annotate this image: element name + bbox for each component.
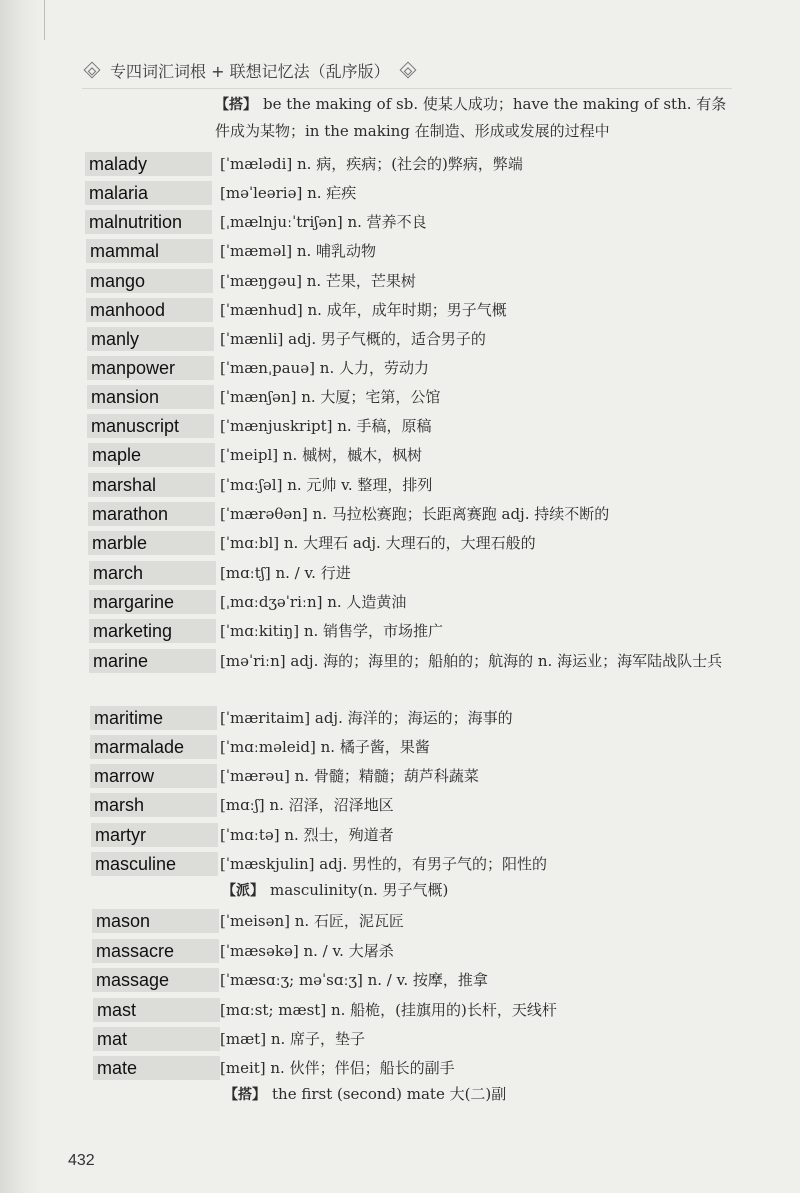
definition: [ˈmæskjulin] adj. 男性的，有男子气的；阳性的 [220,855,548,873]
headword: marsh [90,793,217,817]
diamond-ornament-icon [84,62,101,79]
headword: manuscript [87,414,214,438]
headword: margarine [89,590,216,614]
headword: marshal [88,473,215,497]
entry-manpower [0,354,800,382]
definition: [ˈmɑːbl] n. 大理石 adj. 大理石的，大理石般的 [220,534,536,552]
headword: marble [88,531,215,555]
headword: maritime [90,706,217,730]
headword: massacre [92,939,219,963]
entry-manhood [0,296,800,324]
definition: [ˈmæsəkə] n. / v. 大屠杀 [220,942,394,960]
definition: [ˈmærəθən] n. 马拉松赛跑；长距离赛跑 adj. 持续不断的 [220,505,610,523]
entry-mat [0,1025,800,1053]
entry-mate [0,1054,800,1082]
headword: mat [93,1027,220,1051]
definition: [ˈmælədi] n. 病，疾病；(社会的)弊病，弊端 [220,155,523,173]
headword: mammal [86,239,213,263]
entry-mason [0,907,800,935]
entry-masculine [0,850,800,878]
definition: [ˈmæritaim] adj. 海洋的；海运的；海事的 [220,709,513,727]
definition: [mæt] n. 席子，垫子 [220,1030,366,1048]
headword: mate [93,1056,220,1080]
running-header [82,56,418,84]
entry-marble [0,529,800,557]
definition: [ˈmænli] adj. 男子气概的，适合男子的 [220,330,486,348]
headword: marketing [89,619,216,643]
entry-maple [0,441,800,469]
definition: [ˈmɑːtə] n. 烈士，殉道者 [220,826,394,844]
collocation-note-making [215,91,726,144]
headword: mast [93,998,220,1022]
note-tag: 【派】 [222,883,264,899]
definition: [ˈmæŋgəu] n. 芒果，芒果树 [220,272,416,290]
entry-marrow [0,762,800,790]
note-text: 件成为某物；in the making 在制造、形成或发展的过程中 [215,122,610,140]
diamond-ornament-icon [399,62,416,79]
headword: mansion [87,385,214,409]
definition: [ˈmænʃən] n. 大厦；宅第，公馆 [220,388,441,406]
header-divider [82,88,732,89]
headword: malady [85,152,212,176]
entry-malaria [0,179,800,207]
definition: [məˈleəriə] n. 疟疾 [220,184,357,202]
definition: [məˈriːn] adj. 海的；海里的；船舶的；航海的 n. 海运业；海军陆战队士兵 [220,652,723,670]
headword: malaria [85,181,212,205]
scan-edge-line [44,0,45,40]
entry-manly [0,325,800,353]
headword: malnutrition [85,210,212,234]
entry-manuscript [0,412,800,440]
definition: [mɑːst; mæst] n. 船桅，(挂旗用的)长杆，天线杆 [220,1001,557,1019]
definition: [ˈmæməl] n. 哺乳动物 [220,242,377,260]
definition: [ˈmɑːʃəl] n. 元帅 v. 整理，排列 [220,476,433,494]
entry-massage [0,966,800,994]
definition: [ˈmænˌpauə] n. 人力，劳动力 [220,359,429,377]
headword: manhood [86,298,213,322]
headword: marrow [90,764,217,788]
collocation-note-mate [224,1081,506,1108]
definition: [ˈmænjuskript] n. 手稿，原稿 [220,417,432,435]
entry-margarine [0,588,800,616]
headword: manpower [87,356,214,380]
definition: [ˈmɑːkitiŋ] n. 销售学，市场推广 [220,622,444,640]
entry-mango [0,267,800,295]
definition: [ˈmærəu] n. 骨髓；精髓；葫芦科蔬菜 [220,767,479,785]
entry-marsh [0,791,800,819]
entry-martyr [0,821,800,849]
entry-mammal [0,237,800,265]
entry-massacre [0,937,800,965]
entry-mansion [0,383,800,411]
entry-march [0,559,800,587]
definition: [ˈmeipl] n. 槭树，槭木，枫树 [220,446,423,464]
entry-marathon [0,500,800,528]
definition: [ˈmæsɑːʒ; məˈsɑːʒ] n. / v. 按摩，推拿 [220,971,488,989]
entry-marshal [0,471,800,499]
headword: martyr [91,823,218,847]
headword: marmalade [90,735,217,759]
entry-marmalade [0,733,800,761]
derivation-note-masculine [222,877,448,904]
definition: [ˈmɑːməleid] n. 橘子酱，果酱 [220,738,430,756]
entry-marine [0,647,800,703]
definition: [mɑːʃ] n. 沼泽，沼泽地区 [220,796,394,814]
note-text: be the making of sb. 使某人成功；have the making of sth. 有条 [263,95,727,113]
definition: [ˌmɑːdʒəˈriːn] n. 人造黄油 [220,593,407,611]
headword: march [89,561,216,585]
definition: [ˌmælnjuːˈtriʃən] n. 营养不良 [220,213,427,231]
definition: [ˈmeisən] n. 石匠，泥瓦匠 [220,912,404,930]
note-tag: 【搭】 [215,97,257,113]
definition: [mɑːtʃ] n. / v. 行进 [220,564,351,582]
note-text: the first (second) mate 大(二)副 [272,1085,507,1103]
page-number: 432 [68,1152,95,1169]
note-tag: 【搭】 [224,1087,266,1103]
definition: [ˈmænhud] n. 成年，成年时期；男子气概 [220,301,507,319]
headword: marathon [88,502,215,526]
headword: masculine [91,852,218,876]
headword: mason [92,909,219,933]
headword: mango [86,269,213,293]
entry-malady [0,150,800,178]
entry-malnutrition [0,208,800,236]
headword: massage [92,968,219,992]
headword: maple [88,443,215,467]
definition: [meit] n. 伙伴；伴侣；船长的副手 [220,1059,455,1077]
headword: manly [87,327,214,351]
entry-maritime [0,704,800,732]
note-text: masculinity(n. 男子气概) [270,881,449,899]
entry-marketing [0,617,800,645]
header-title: 专四词汇词根 + 联想记忆法（乱序版） [110,61,390,81]
entry-mast [0,996,800,1024]
headword: marine [89,649,216,673]
